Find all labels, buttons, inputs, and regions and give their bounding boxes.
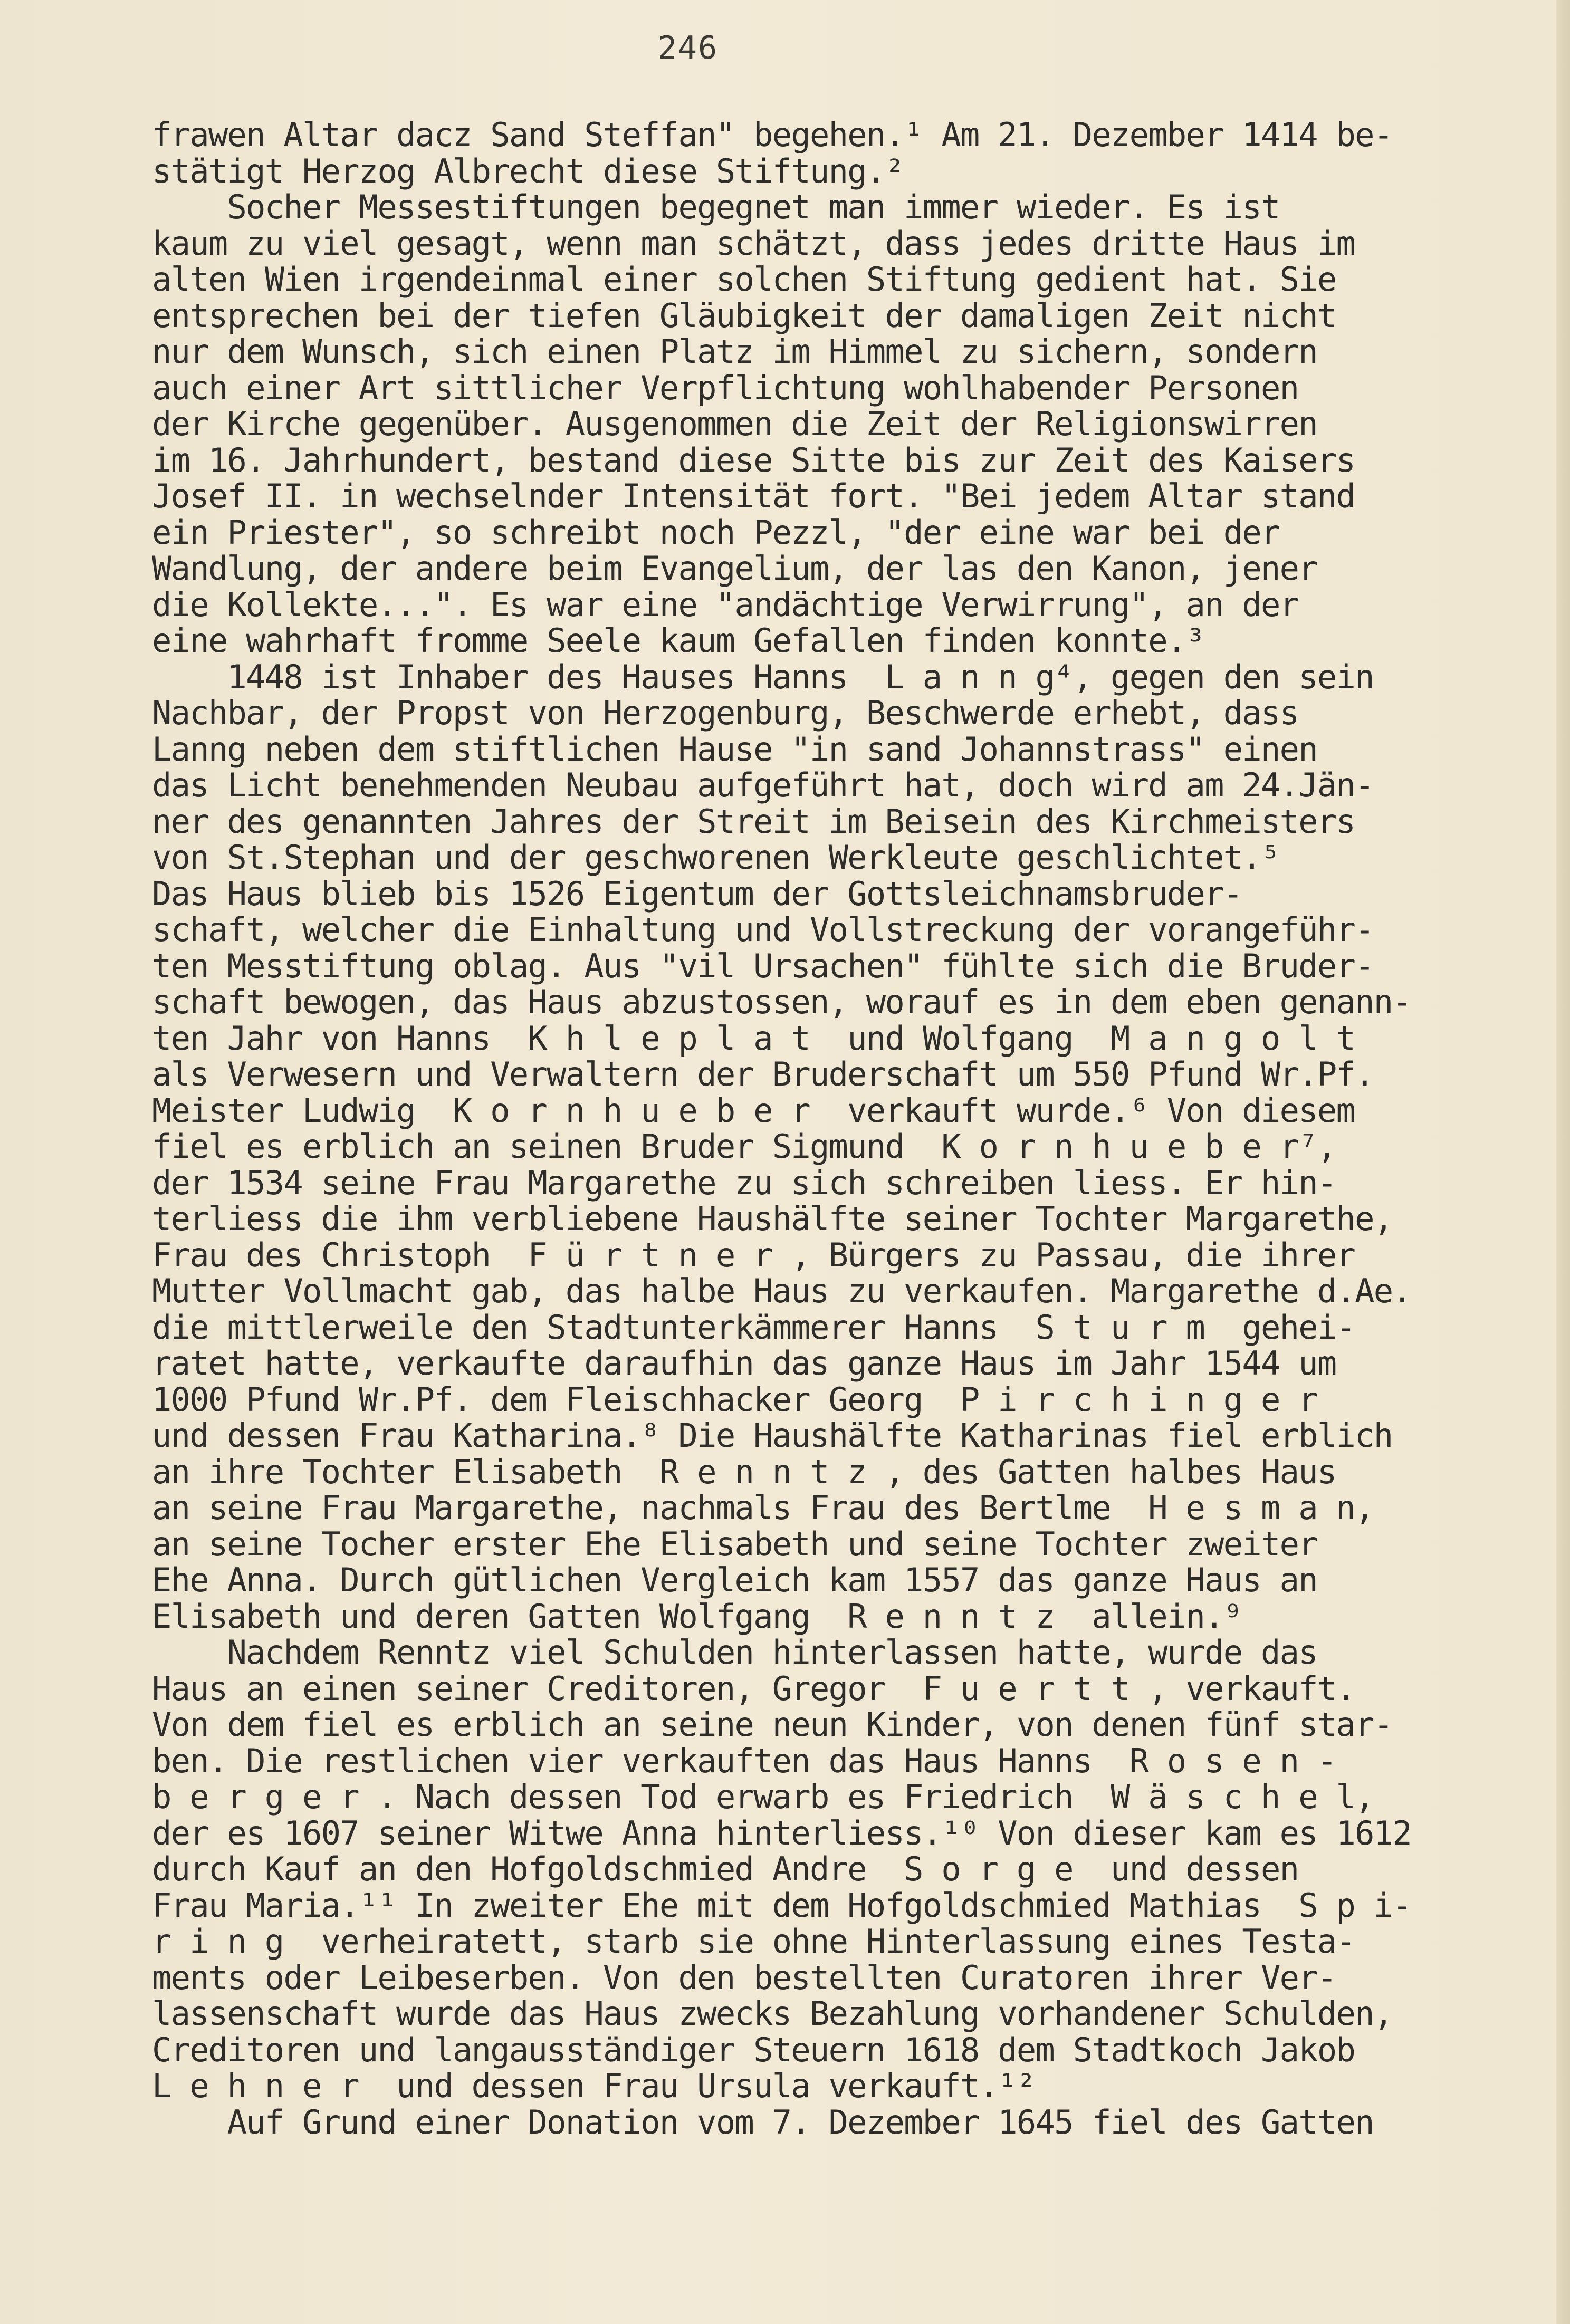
text-line: Meister Ludwig K o r n h u e b e r verkauft wurde.⁶ Von diesem	[152, 1091, 1355, 1130]
text-line: fiel es erblich an seinen Bruder Sigmund K o r n h u e b e r⁷,	[152, 1127, 1336, 1166]
text-line: eine wahrhaft fromme Seele kaum Gefallen finden konnte.³	[152, 621, 1205, 660]
text-line: ratet hatte, verkaufte daraufhin das ganze Haus im Jahr 1544 um	[152, 1344, 1336, 1382]
page-number: 246	[657, 30, 719, 66]
text-line: Socher Messestiftungen begegnet man immer wieder. Es ist	[152, 188, 1280, 226]
text-line: von St.Stephan und der geschworenen Werkleute geschlichtet.⁵	[152, 838, 1280, 877]
text-line: ner des genannten Jahres der Streit im Beisein des Kirchmeisters	[152, 802, 1355, 841]
text-line: der Kirche gegenüber. Ausgenommen die Zeit der Religionswirren	[152, 405, 1317, 443]
text-line: ten Jahr von Hanns K h l e p l a t und Wolfgang M a n g o l t	[152, 1019, 1355, 1058]
text-line: Josef II. in wechselnder Intensität fort. "Bei jedem Altar stand	[152, 477, 1355, 515]
text-line: Auf Grund einer Donation vom 7. Dezember 1645 fiel des Gatten	[152, 2102, 1374, 2141]
text-line: r i n g verheiratett, starb sie ohne Hinterlassung eines Testa-	[152, 1922, 1355, 1961]
text-line: ments oder Leibeserben. Von den bestellten Curatoren ihrer Ver-	[152, 1958, 1336, 1997]
text-line: Das Haus blieb bis 1526 Eigentum der Gottsleichnamsbruder-	[152, 874, 1242, 913]
text-line: kaum zu viel gesagt, wenn man schätzt, dass jedes dritte Haus im	[152, 224, 1355, 263]
text-line: Von dem fiel es erblich an seine neun Kinder, von denen fünf star-	[152, 1705, 1393, 1744]
text-line: Ehe Anna. Durch gütlichen Vergleich kam 1557 das ganze Haus an	[152, 1561, 1317, 1599]
text-line: der es 1607 seiner Witwe Anna hinterliess.¹⁰ Von dieser kam es 1612	[152, 1813, 1412, 1852]
text-line: Lanng neben dem stiftlichen Hause "in sand Johannstrass" einen	[152, 729, 1317, 769]
text-line: an seine Tocher erster Ehe Elisabeth und seine Tochter zweiter	[152, 1524, 1317, 1563]
text-line: der 1534 seine Frau Margarethe zu sich schreiben liess. Er hin-	[152, 1163, 1336, 1202]
text-line: das Licht benehmenden Neubau aufgeführt hat, doch wird am 24.Jän-	[152, 766, 1374, 804]
text-line: 1000 Pfund Wr.Pf. dem Fleischhacker Georg P i r c h i n g e r	[152, 1380, 1317, 1419]
text-line: frawen Altar dacz Sand Steffan" begehen.¹ Am 21. Dezember 1414 be-	[152, 116, 1393, 154]
text-line: ben. Die restlichen vier verkauften das Haus Hanns R o s e n -	[152, 1741, 1336, 1780]
text-line: Nachbar, der Propst von Herzogenburg, Beschwerde erhebt, dass	[152, 694, 1299, 732]
text-line: und dessen Frau Katharina.⁸ Die Haushälfte Katharinas fiel erblich	[152, 1416, 1393, 1455]
text-line: stätigt Herzog Albrecht diese Stiftung.²	[152, 151, 904, 190]
text-line: nur dem Wunsch, sich einen Platz im Himmel zu sichern, sondern	[152, 332, 1317, 371]
text-line: Elisabeth und deren Gatten Wolfgang R e n n t z allein.⁹	[152, 1597, 1242, 1636]
text-line: Mutter Vollmacht gab, das halbe Haus zu verkaufen. Margarethe d.Ae.	[152, 1272, 1412, 1310]
text-line: alten Wien irgendeinmal einer solchen Stiftung gedient hat. Sie	[152, 260, 1336, 299]
text-line: Creditoren und langausständiger Steuern 1618 dem Stadtkoch Jakob	[152, 2030, 1355, 2069]
text-line: Nachdem Renntz viel Schulden hinterlassen hatte, wurde das	[152, 1633, 1317, 1672]
text-line: ten Messtiftung oblag. Aus "vil Ursachen" fühlte sich die Bruder-	[152, 946, 1374, 985]
text-line: an seine Frau Margarethe, nachmals Frau des Bertlme H e s m a n,	[152, 1488, 1374, 1527]
text-line: auch einer Art sittlicher Verpflichtung wohlhabender Personen	[152, 368, 1299, 407]
text-line: als Verwesern und Verwaltern der Bruderschaft um 550 Pfund Wr.Pf.	[152, 1055, 1374, 1093]
text-line: L e h n e r und dessen Frau Ursula verkauft.¹²	[152, 2067, 1036, 2105]
text-line: die mittlerweile den Stadtunterkämmerer Hanns S t u r m gehei-	[152, 1308, 1355, 1347]
text-line: Haus an einen seiner Creditoren, Gregor F u e r t t , verkauft.	[152, 1669, 1355, 1708]
text-line: Frau Maria.¹¹ In zweiter Ehe mit dem Hofgoldschmied Mathias S p i-	[152, 1886, 1412, 1925]
page-edge	[1556, 0, 1570, 2324]
text-line: die Kollekte...". Es war eine "andächtige Verwirrung", an der	[152, 585, 1299, 624]
text-line: ein Priester", so schreibt noch Pezzl, "der eine war bei der	[152, 513, 1280, 552]
text-line: an ihre Tochter Elisabeth R e n n t z , des Gatten halbes Haus	[152, 1452, 1336, 1491]
text-line: 1448 ist Inhaber des Hauses Hanns L a n n g⁴, gegen den sein	[152, 657, 1374, 696]
text-line: terliess die ihm verbliebene Haushälfte seiner Tochter Margarethe,	[152, 1199, 1393, 1238]
body-text	[152, 117, 1545, 2140]
text-line: Frau des Christoph F ü r t n e r , Bürgers zu Passau, die ihrer	[152, 1235, 1355, 1274]
text-line: b e r g e r . Nach dessen Tod erwarb es Friedrich W ä s c h e l,	[152, 1778, 1374, 1816]
text-line: entsprechen bei der tiefen Gläubigkeit der damaligen Zeit nicht	[152, 296, 1336, 335]
text-line: lassenschaft wurde das Haus zwecks Bezahlung vorhandener Schulden,	[152, 1994, 1393, 2033]
text-line: im 16. Jahrhundert, bestand diese Sitte bis zur Zeit des Kaisers	[152, 440, 1355, 479]
text-line: Wandlung, der andere beim Evangelium, der las den Kanon, jener	[152, 549, 1317, 588]
text-line: schaft bewogen, das Haus abzustossen, worauf es in dem eben genann-	[152, 983, 1412, 1021]
text-line: schaft, welcher die Einhaltung und Vollstreckung der vorangeführ-	[152, 910, 1374, 949]
text-line: durch Kauf an den Hofgoldschmied Andre S o r g e und dessen	[152, 1850, 1299, 1888]
